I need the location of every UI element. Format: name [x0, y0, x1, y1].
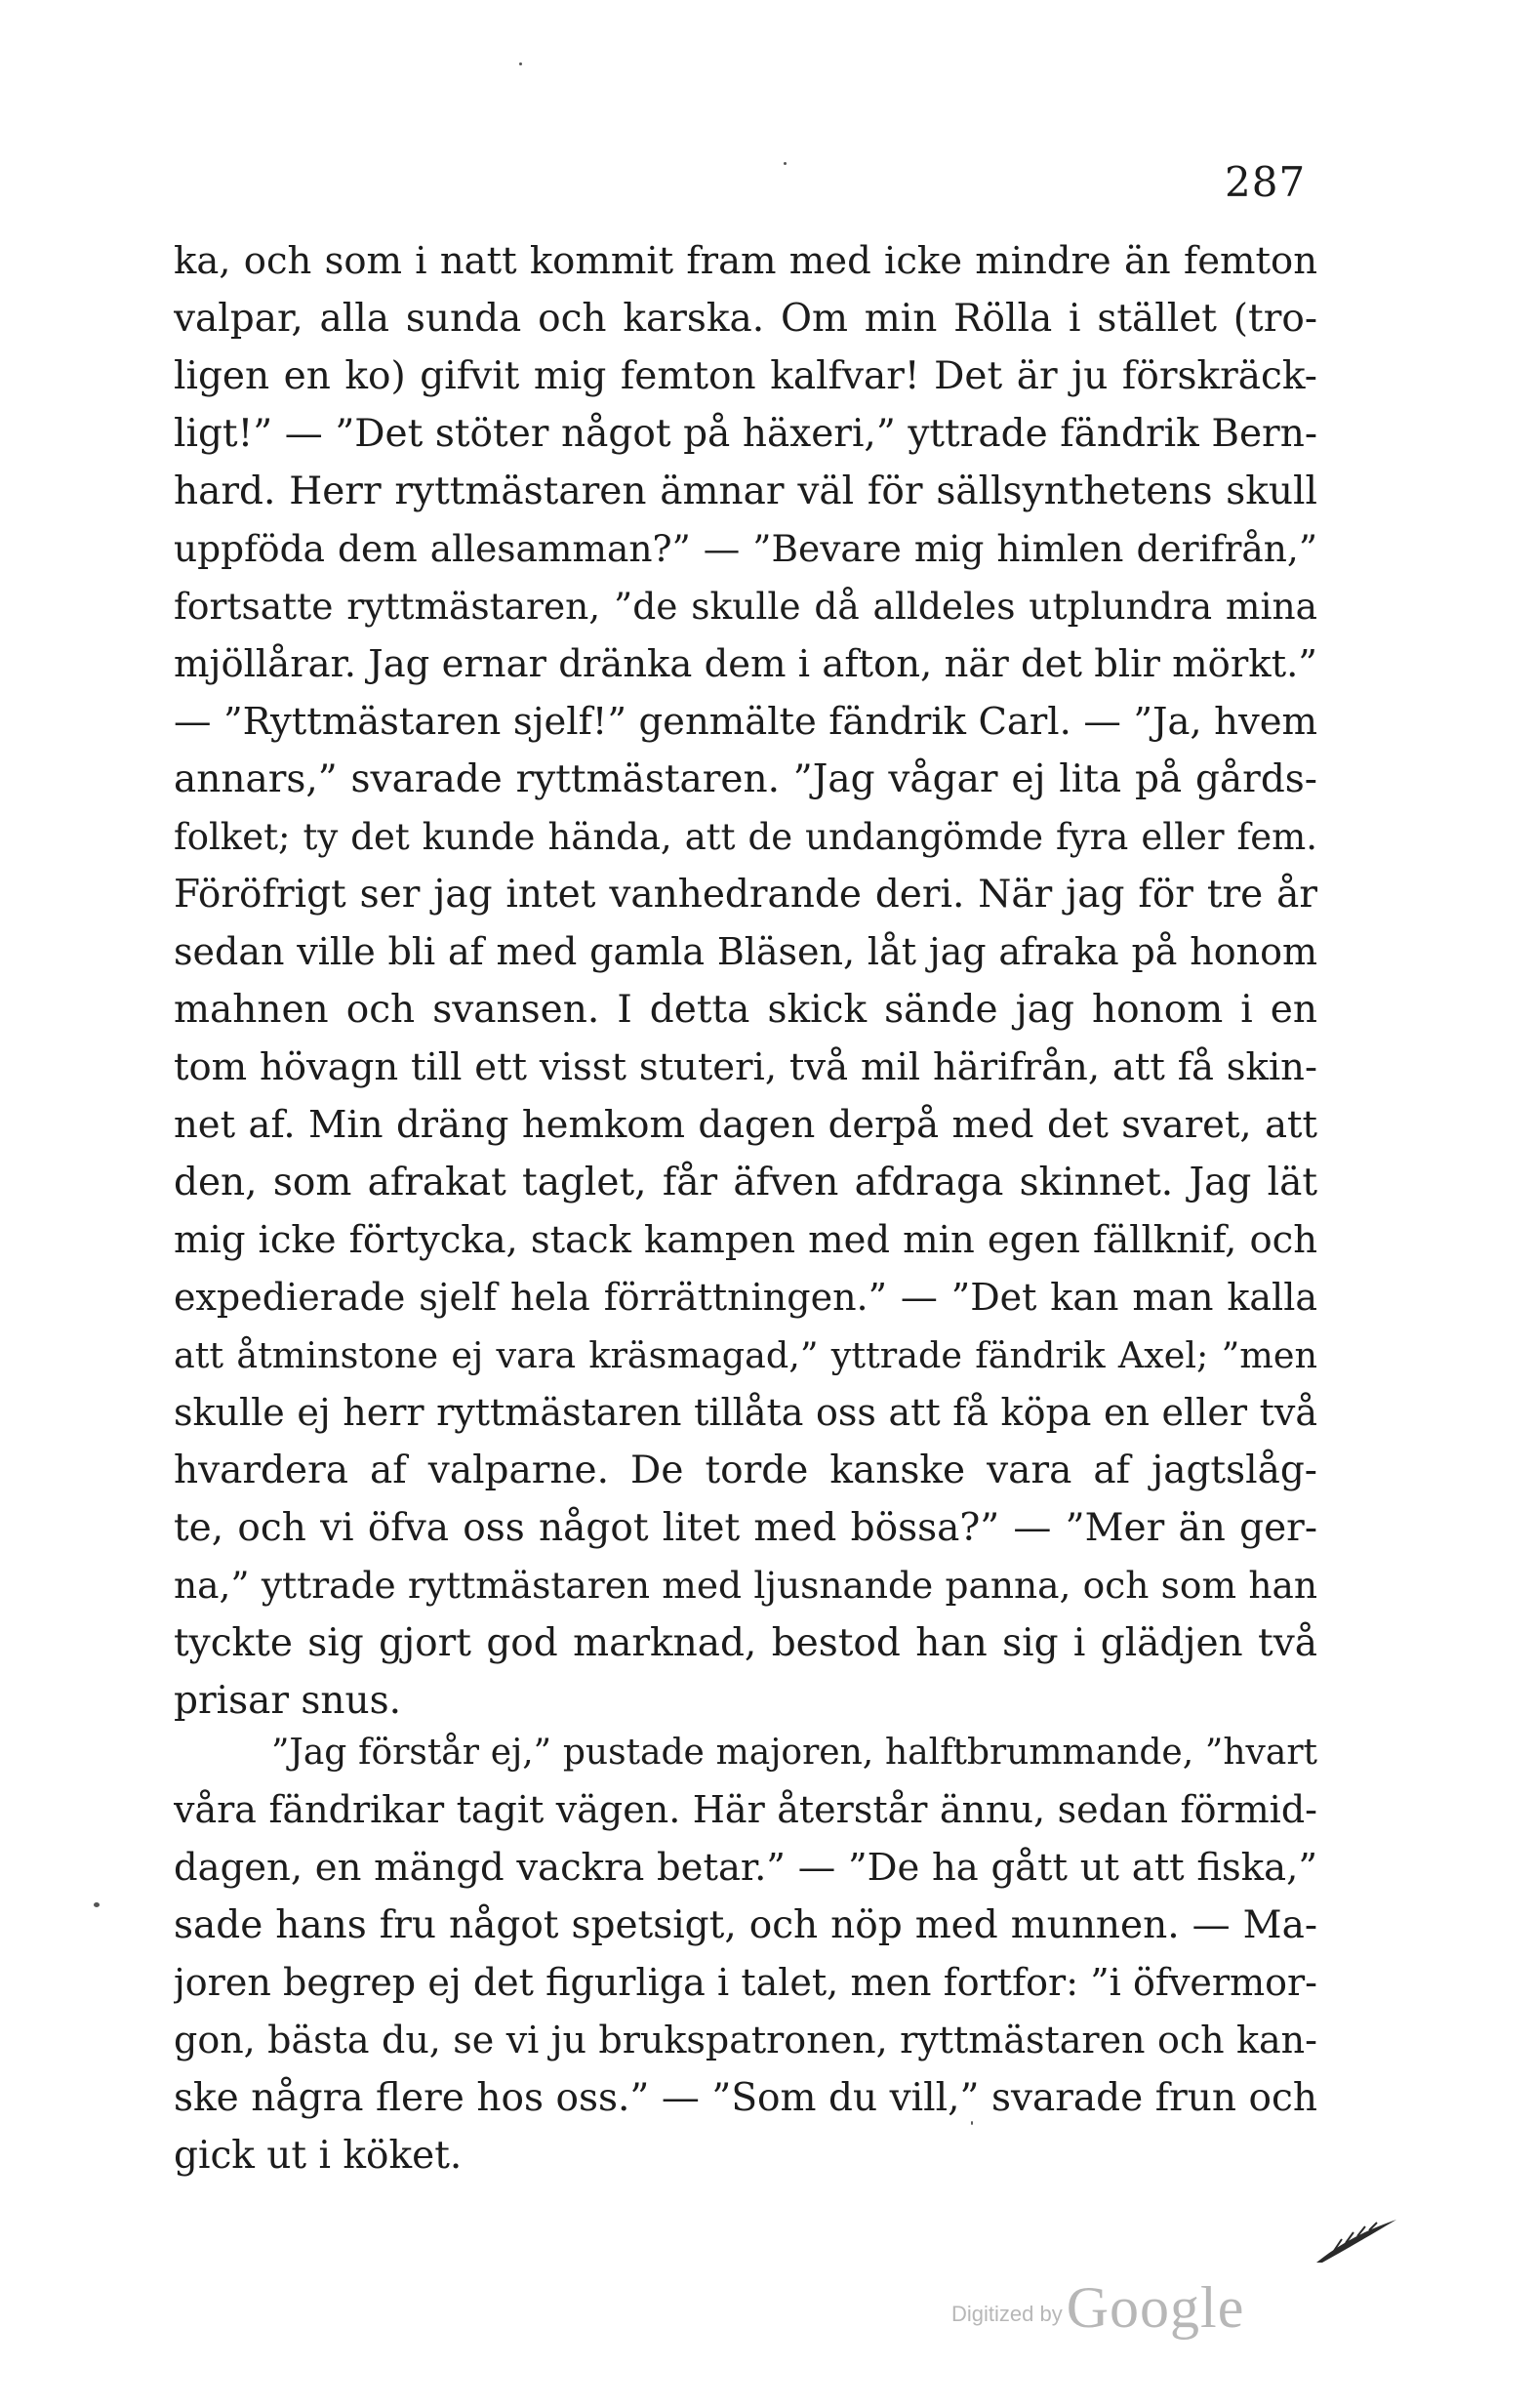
text-line: sade hans fru något spetsigt, och nöp med munnen. — Ma-: [174, 1903, 1317, 1947]
text-line: Föröfrigt ser jag intet vanhedrande deri. När jag för tre år: [174, 873, 1317, 917]
text-line: våra fändrikar tagit vägen. Här återstår ännu, sedan förmid-: [174, 1788, 1317, 1831]
page-number: 287: [1225, 158, 1307, 206]
quill-mark-icon: [1313, 2208, 1400, 2266]
text-line: tom hövagn till ett visst stuteri, två mil härifrån, att få skin-: [174, 1045, 1317, 1089]
text-line: sedan ville bli af med gamla Bläsen, låt jag afraka på honom: [174, 930, 1317, 973]
text-line: ”Jag förstår ej,” pustade majoren, halftbrummande, ”hvart: [271, 1733, 1317, 1773]
text-line: gick ut i köket.: [174, 2134, 463, 2178]
text-line: mig icke förtycka, stack kampen med min egen fällknif, och: [174, 1218, 1317, 1262]
text-line: ka, och som i natt kommit fram med icke mindre än femton: [174, 239, 1317, 283]
text-line: fortsatte ryttmästaren, ”de skulle då alldeles utplundra mina: [174, 585, 1317, 628]
text-line: tyckte sig gjort god marknad, bestod han sig i glädjen två: [174, 1621, 1317, 1665]
text-line: net af. Min dräng hemkom dagen derpå med det svaret, att: [174, 1103, 1317, 1147]
text-line: ligen en ko) gifvit mig femton kalfvar! Det är ju förskräck-: [174, 354, 1317, 398]
text-line: ske några flere hos oss.” — ”Som du vill,” svarade frun och: [174, 2076, 1317, 2120]
text-line: na,” yttrade ryttmästaren med ljusnande panna, och som han: [174, 1564, 1317, 1607]
text-line: annars,” svarade ryttmästaren. ”Jag vågar ej lita på gårds-: [174, 757, 1317, 801]
text-line: uppföda dem allesamman?” — ”Bevare mig himlen derifrån,”: [174, 527, 1317, 570]
text-line: hvardera af valparne. De torde kanske vara af jagtslåg-: [174, 1449, 1317, 1492]
text-line: ligt!” — ”Det stöter något på häxeri,” yttrade fändrik Bern-: [174, 412, 1317, 456]
text-line: joren begrep ej det figurliga i talet, men fortfor: ”i öfvermor-: [174, 1961, 1317, 2004]
text-line: att åtminstone ej vara kräsmagad,” yttrade fändrik Axel; ”men: [174, 1334, 1317, 1376]
text-line: mjöllårar. Jag ernar dränka dem i afton, när det blir mörkt.”: [174, 642, 1317, 686]
scan-speck: [94, 1902, 100, 1907]
scan-speck: [971, 2121, 973, 2125]
digitized-by-google-watermark: [951, 2274, 1283, 2352]
paragraph-1: [174, 232, 1317, 1730]
text-line: te, och vi öfva oss något litet med bössa?” — ”Mer än ger-: [174, 1506, 1317, 1550]
text-line: skulle ej herr ryttmästaren tillåta oss att få köpa en eller två: [174, 1391, 1317, 1434]
scan-speck: [519, 62, 522, 65]
text-line: dagen, en mängd vackra betar.” — ”De ha gått ut att fiska,”: [174, 1846, 1317, 1890]
text-line: mahnen och svansen. I detta skick sände jag honom i en: [174, 988, 1317, 1032]
text-line: gon, bästa du, se vi ju brukspatronen, ryttmästaren och kan-: [174, 2019, 1317, 2061]
text-line: hard. Herr ryttmästaren ämnar väl för sällsynthetens skull: [174, 469, 1317, 513]
text-line: den, som afrakat taglet, får äfven afdraga skinnet. Jag lät: [174, 1161, 1317, 1204]
text-line: — ”Ryttmästaren sjelf!” genmälte fändrik Carl. — ”Ja, hvem: [174, 700, 1317, 744]
text-line: folket; ty det kunde hända, att de undangömde fyra eller fem.: [174, 816, 1317, 858]
paragraph-2: [174, 1724, 1317, 2184]
scan-speck: [784, 162, 787, 165]
text-line: prisar snus.: [174, 1679, 402, 1723]
google-logo: Google: [1066, 2275, 1245, 2340]
watermark-prefix: Digitized by: [951, 2302, 1063, 2326]
text-line: expedierade sjelf hela förrättningen.” — ”Det kan man kalla: [174, 1276, 1317, 1319]
text-line: valpar, alla sunda och karska. Om min Rölla i stället (tro-: [174, 297, 1317, 341]
